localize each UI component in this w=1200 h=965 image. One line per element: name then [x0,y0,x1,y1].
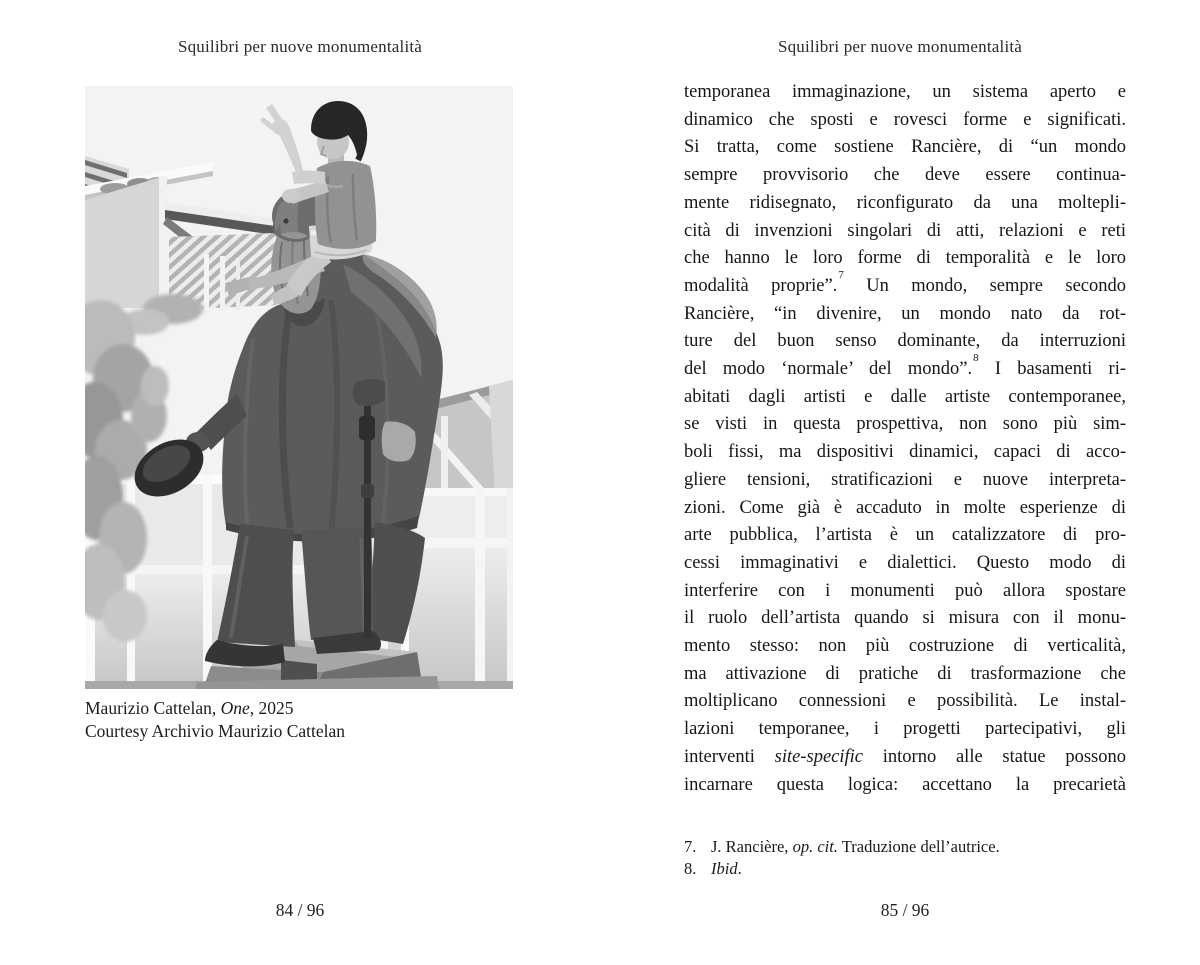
body-line: boli fissi, ma dispositivi dinamici, capaci di acco- [684,442,1126,463]
body-line: gliere tensioni, stratificazioni e nuove interpreta- [684,469,1126,490]
caption-line-1: Maurizio Cattelan, One, 2025 [85,698,294,718]
body-line: cità di invenzioni singolari di atti, relazioni e reti [684,220,1126,241]
body-line: zioni. Come già è accaduto in molte esperienze di [684,497,1126,518]
footnote-text: J. Rancière, op. cit. Traduzione dell’autrice. [711,837,1000,856]
body-line: arte pubblica, l’artista è un catalizzatore di pro- [684,525,1126,546]
body-line: cessi immaginativi e dialettici. Questo modo di [684,552,1126,573]
footnotes [684,836,1126,880]
body-text [684,79,1126,799]
body-line: Si tratta, come sostiene Rancière, di “un mondo [684,137,1126,158]
running-head-right: Squilibri per nuove monumentalità [777,37,1023,56]
body-line: interventi site-specific intorno alle statue possono [684,746,1126,767]
statue-photograph [85,86,513,689]
body-line: il ruolo dell’artista quando si misura con il monu- [684,608,1126,629]
body-line: sempre provvisorio che deve essere continua- [684,165,1126,186]
body-line: interferire con i monumenti può allora spostare [684,580,1126,601]
page-number-left: 84 / 96 [275,900,325,920]
body-line: Rancière, “in divenire, un mondo nato da rot- [684,303,1126,324]
body-line: lazioni temporanee, i progetti partecipativi, gli [684,719,1126,740]
figure-caption [85,697,525,742]
footnote-number: 7. [684,837,697,856]
footnote-number: 8. [684,859,697,878]
page-number-right: 85 / 96 [880,900,930,920]
body-line: incarnare questa logica: accettano la precarietà [684,774,1126,795]
body-line: ma attivazione di pratiche di trasformazione che [684,663,1126,684]
body-line: mento stesso: non più costruzione di verticalità, [684,636,1126,657]
body-line: dinamico che sposti e rovesci forme e significati. [684,109,1126,130]
body-line: moltiplicano connessioni e possibilità. Le instal- [684,691,1126,712]
footnote-text: Ibid. [711,859,742,878]
body-line: del modo ‘normale’ del mondo”.$^8$ I basamenti ri- [684,351,1126,380]
footnote [684,836,1126,858]
running-head-left: Squilibri per nuove monumentalità [177,37,423,56]
body-line: se visti in questa prospettiva, non sono più sim- [684,414,1126,435]
body-line: che hanno le loro forme di temporalità e le loro [684,248,1126,269]
footnote [684,858,1126,880]
hand-on-cane [353,379,386,406]
body-line: abitati dagli artisti e dalle artiste contemporanee, [684,386,1126,407]
statue-photo-illustration [85,86,513,689]
caption-line-2: Courtesy Archivio Maurizio Cattelan [85,720,346,741]
body-line: ture del buon senso dominante, da interruzioni [684,331,1126,352]
body-line: temporanea immaginazione, un sistema aperto e [684,82,1126,102]
body-line: mente ridisegnato, riconfigurato da una moltepli- [684,192,1126,213]
body-line: modalità proprie”.$^7$ Un mondo, sempre secondo [684,268,1126,296]
